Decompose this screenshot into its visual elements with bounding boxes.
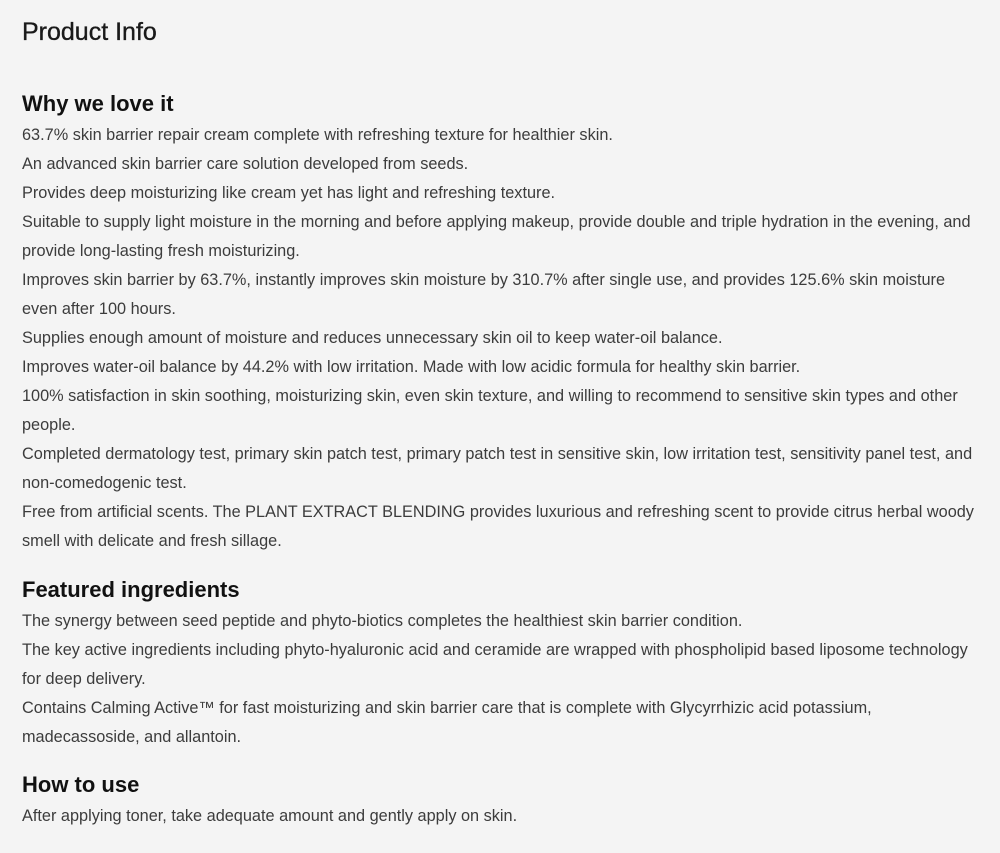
section-heading-featured-ingredients: Featured ingredients — [22, 577, 240, 602]
paragraph: Free from artificial scents. The PLANT EXTRACT BLENDING provides luxurious and refreshing scent to provide citrus herbal woody smell with delicate and fresh sillage. — [22, 503, 974, 550]
paragraph: An advanced skin barrier care solution developed from seeds. — [22, 155, 469, 173]
paragraph: 100% satisfaction in skin soothing, moisturizing skin, even skin texture, and willing to recommend to sensitive skin types and other people. — [22, 387, 958, 434]
how-to-use-paragraphs — [22, 802, 976, 831]
how-to-use-section — [22, 770, 976, 831]
paragraph: The key active ingredients including phyto-hyaluronic acid and ceramide are wrapped with phospholipid based liposome technology for deep delivery. — [22, 641, 968, 688]
paragraph: 63.7% skin barrier repair cream complete with refreshing texture for healthier skin. — [22, 126, 613, 144]
paragraph: Suitable to supply light moisture in the morning and before applying makeup, provide double and triple hydration in the evening, and provide long-lasting fresh moisturizing. — [22, 213, 971, 260]
paragraph: The synergy between seed peptide and phyto-biotics completes the healthiest skin barrier condition. — [22, 612, 743, 630]
why-we-love-it-paragraphs — [22, 121, 976, 556]
paragraph: Supplies enough amount of moisture and reduces unnecessary skin oil to keep water-oil balance. — [22, 329, 723, 347]
paragraph: Improves water-oil balance by 44.2% with low irritation. Made with low acidic formula for healthy skin barrier. — [22, 358, 801, 376]
featured-ingredients-section — [22, 575, 976, 752]
why-we-love-it-section — [22, 89, 976, 556]
paragraph: After applying toner, take adequate amount and gently apply on skin. — [22, 807, 518, 825]
paragraph: Contains Calming Active™ for fast moisturizing and skin barrier care that is complete with Glycyrrhizic acid potassium, madecassoside, and allantoin. — [22, 699, 872, 746]
paragraph: Improves skin barrier by 63.7%, instantly improves skin moisture by 310.7% after single use, and provides 125.6% skin moisture even after 100 hours. — [22, 271, 946, 318]
paragraph: Completed dermatology test, primary skin patch test, primary patch test in sensitive skin, low irritation test, sensitivity panel test, and non-comedogenic test. — [22, 445, 973, 492]
paragraph: Provides deep moisturizing like cream yet has light and refreshing texture. — [22, 184, 556, 202]
section-heading-why-we-love-it: Why we love it — [22, 91, 174, 116]
section-heading-how-to-use: How to use — [22, 772, 140, 797]
page-title: Product Info — [22, 18, 157, 46]
featured-ingredients-paragraphs — [22, 607, 976, 752]
